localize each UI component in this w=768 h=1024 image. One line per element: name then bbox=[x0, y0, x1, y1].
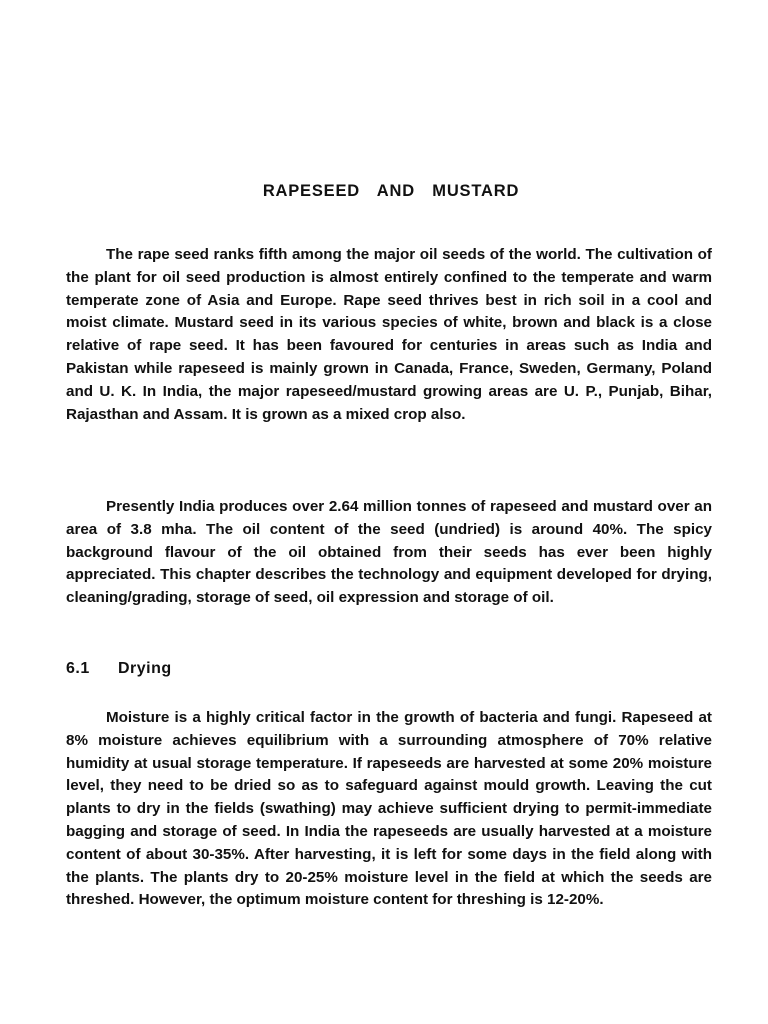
page-title: RAPESEED AND MUSTARD bbox=[262, 182, 520, 200]
production-paragraph: Presently India produces over 2.64 million tonnes of rapeseed and mustard over an area of 3.8 mha. The oil content of the seed (undried) is around 40%. The spicy background flavour of the oil obtained from their seeds has ever been highly appreciated. This chapter describes the technology and equipment developed for drying, cleaning/grading, storage of seed, oil expression and storage of oil. bbox=[66, 498, 712, 607]
drying-paragraph: Moisture is a highly critical factor in the growth of bacteria and fungi. Rapeseed at 8% moisture achieves equilibrium with a surrounding atmosphere of 70% relative humidity at usual storage temperature. If rapeseeds are harvested at some 20% moisture level, they need to be dried so as to safeguard against mould growth. Leaving the cut plants to dry in the fields (swathing) may achieve sufficient drying to permit-immediate bagging and storage of seed. In India the rapeseeds are usually harvested at a moisture content of about 30-35%. After harvesting, it is left for some days in the field along with the plants. The plants dry to 20-25% moisture level in the field at which the seeds are threshed. However, the optimum moisture content for threshing is 12-20%. bbox=[66, 709, 712, 909]
section-heading bbox=[66, 660, 172, 678]
section-title: Drying bbox=[118, 660, 172, 677]
intro-paragraph: The rape seed ranks fifth among the major oil seeds of the world. The cultivation of the plant for oil seed production is almost entirely confined to the temperate and warm temperate zone of Asia and Europe. Rape seed thrives best in rich soil in a cool and moist climate. Mustard seed in its various species of white, brown and black is a close relative of rape seed. It has been favoured for centuries in areas such as India and Pakistan while rapeseed is mainly grown in Canada, France, Sweden, Germany, Poland and U. K. In India, the major rapeseed/mustard growing areas are U. P., Punjab, Bihar, Rajasthan and Assam. It is grown as a mixed crop also. bbox=[66, 246, 712, 423]
section-number: 6.1 bbox=[66, 660, 90, 677]
